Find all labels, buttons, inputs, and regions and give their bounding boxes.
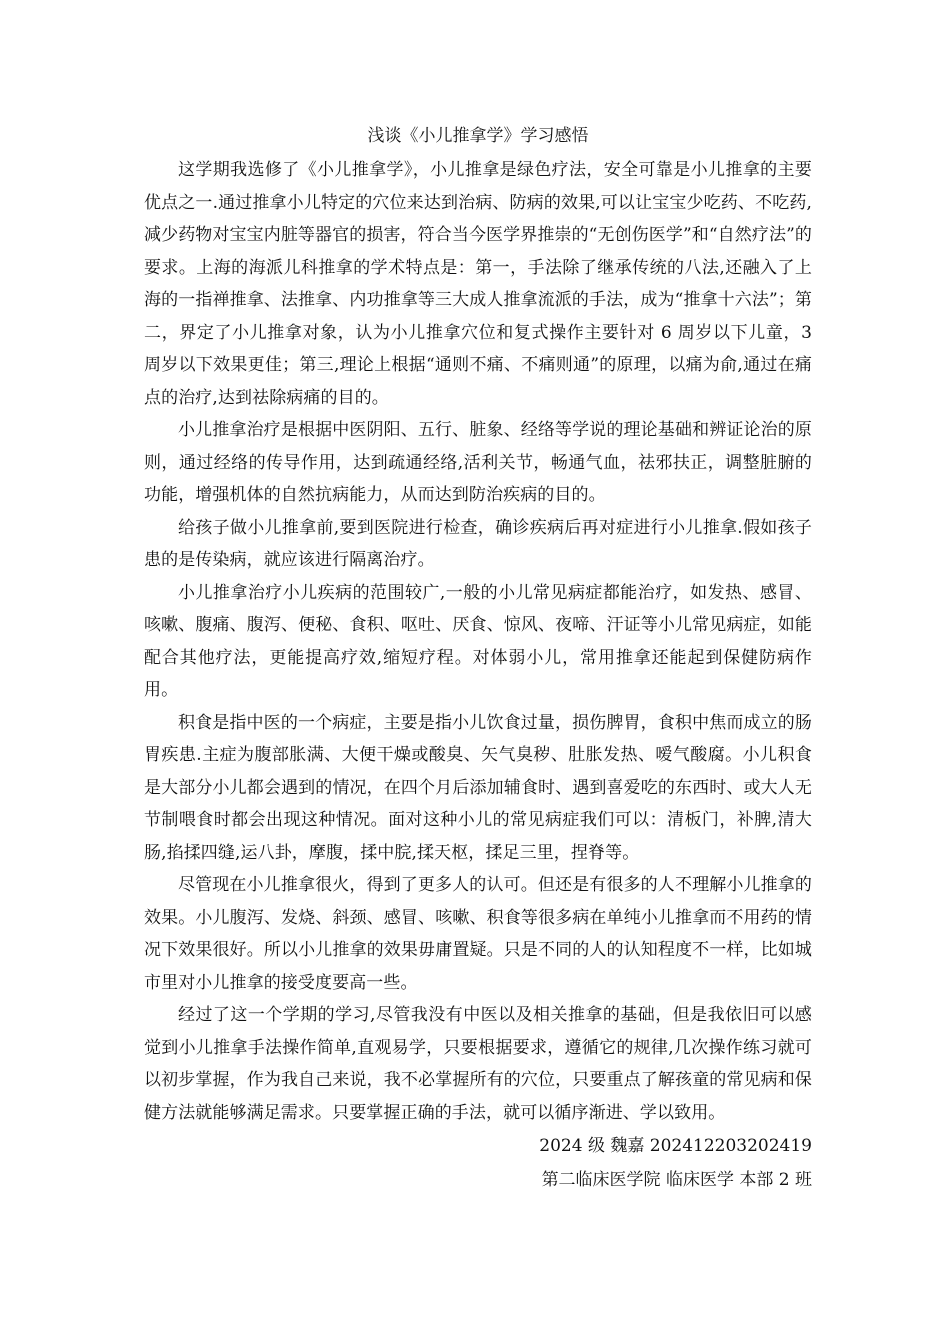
author-affiliation: 第二临床医学院 临床医学 本部 2 班 [541,1170,812,1190]
paragraph-5: 积食是指中医的一个病症，主要是指小儿饮食过量，损伤脾胃，食积中焦而成立的肠胃疾患.主症为腹部胀满、大便干燥或酸臭、矢气臭秽、肚胀发热、嗳气酸腐。小儿积食是大部分小儿都会遇到的情况，在四个月后添加辅食时、遇到喜爱吃的东西时、或大人无节制喂食时都会出现这种情况。面对这种小儿的常见病症我们可以：清板门，补脾,清大肠,掐揉四缝,运八卦，摩腹，揉中脘,揉天枢，揉足三里，捏脊等。 [144,712,812,863]
document-title: 浅谈《小儿推拿学》学习感悟 [367,126,589,146]
paragraph-7: 经过了这一个学期的学习,尽管我没有中医以及相关推拿的基础，但是我依旧可以感觉到小儿推拿手法操作简单,直观易学，只要根据要求，遵循它的规律,几次操作练习就可以初步掌握，作为我自己来说，我不必掌握所有的穴位，只要重点了解孩童的常见病和保健方法就能够满足需求。只要掌握正确的手法，就可以循序渐进、学以致用。 [144,1005,812,1123]
paragraph-4: 小儿推拿治疗小儿疾病的范围较广,一般的小儿常见病症都能治疗，如发热、感冒、咳嗽、腹痛、腹泻、便秘、食积、呕吐、厌食、惊风、夜啼、汗证等小儿常见病症，如能配合其他疗法，更能提高疗效,缩短疗程。对体弱小儿，常用推拿还能起到保健防病作用。 [144,582,812,700]
paragraph-2: 小儿推拿治疗是根据中医阴阳、五行、脏象、经络等学说的理论基础和辨证论治的原则，通过经络的传导作用，达到疏通经络,活利关节，畅通气血，祛邪扶正，调整脏腑的功能，增强机体的自然抗病能力，从而达到防治疾病的目的。 [144,420,812,505]
paragraph-6: 尽管现在小儿推拿很火，得到了更多人的认可。但还是有很多的人不理解小儿推拿的效果。小儿腹泻、发烧、斜颈、感冒、咳嗽、积食等很多病在单纯小儿推拿而不用药的情况下效果很好。所以小儿推拿的效果毋庸置疑。只是不同的人的认知程度不一样，比如城市里对小儿推拿的接受度要高一些。 [144,875,812,993]
author-info: 2024 级 魏嘉 202412203202419 [539,1136,812,1156]
paragraph-3: 给孩子做小儿推拿前,要到医院进行检查，确诊疾病后再对症进行小儿推拿.假如孩子患的是传染病，就应该进行隔离治疗。 [144,517,812,570]
paragraph-1: 这学期我选修了《小儿推拿学》，小儿推拿是绿色疗法，安全可靠是小儿推拿的主要优点之一.通过推拿小儿特定的穴位来达到治病、防病的效果,可以让宝宝少吃药、不吃药,减少药物对宝宝内脏等器官的损害，符合当今医学界推崇的“无创伤医学”和“自然疗法”的要求。上海的海派儿科推拿的学术特点是：第一，手法除了继承传统的八法,还融入了上海的一指禅推拿、法推拿、内功推拿等三大成人推拿流派的手法，成为“推拿十六法”；第二，界定了小儿推拿对象，认为小儿推拿穴位和复式操作主要针对 6 周岁以下儿童，3 周岁以下效果更佳；第三,理论上根据“通则不痛、不痛则通”的原理，以痛为俞,通过在痛点的治疗,达到祛除病痛的目的。 [144,160,812,408]
document-body [144,118,812,1197]
